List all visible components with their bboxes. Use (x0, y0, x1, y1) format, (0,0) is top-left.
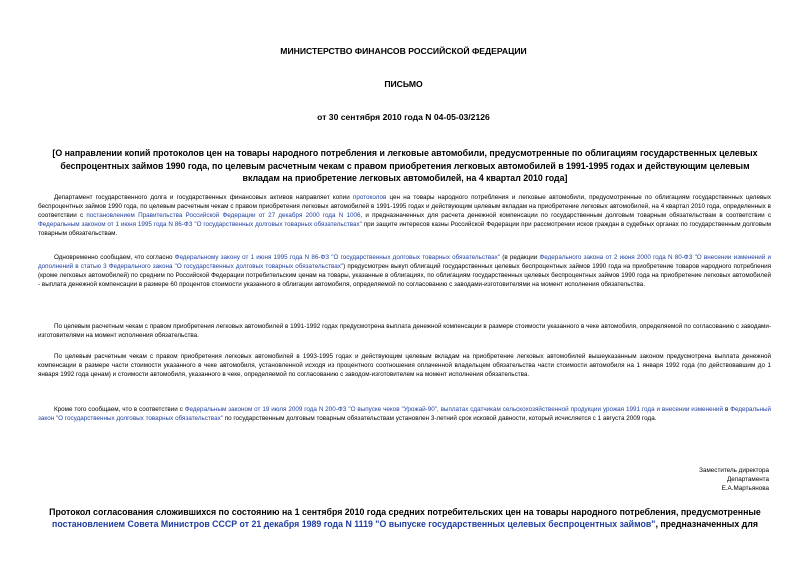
paragraph-5 (38, 405, 771, 423)
protocol-text-2: , предназначенных для (655, 519, 758, 530)
paragraph-1-text-4: при защите интересов казны Российской Федерации при рассмотрении исков граждан в судебных органах по государственным долговым товарным обязательствам. (38, 221, 771, 238)
paragraph-3: По целевым расчетным чекам с правом приобретения легковых автомобилей в 1991-1992 годах предусмотрена выплата денежной компенсации в размере стоимости указанного в чеке автомобиля, определяемой по согласованию с заводами-изготовителями на момент исполнения обязательства. (38, 323, 771, 340)
paragraph-1 (38, 193, 771, 238)
paragraph-5-text-1: Кроме того сообщаем, что в соответствии с (54, 406, 185, 413)
paragraph-2-text-3: ) предусмотрен выкуп облигаций государственных целевых беспроцентных займов 1990 года на приобретение товаров народного потребления (кроме легковых автомобилей) по средним по Российской Федерации потребительским ценам на товары, указанные в облигациях, по облигациям государственных целевых беспроцентных займов 1990 года на приобретение легковых автомобилей - выплата денежной компенсации в размере 60 процентов стоимости указанного в облигации автомобиля, определяемой по согласованию с заводами-изготовителями на момент исполнения обязательства. (38, 263, 772, 289)
signature-name: Е.А.Мартьянова (721, 485, 769, 493)
paragraph-2-text-1: Одновременно сообщаем, что согласно (54, 254, 175, 261)
signature-position: Заместитель директора (699, 467, 769, 474)
paragraph-2 (38, 253, 771, 289)
link-protocols[interactable]: протоколов (352, 194, 387, 201)
document-title: [О направлении копий протоколов цен на товары народного потребления и легковые автомобили, предусмотренные по облигациям государственных целевых беспроцентных займов 1990 года, по целевым расчетным чекам с правом приобретения легковых автомобилей в 1991-1995 годах и действующим целевым вкладам на приобретение легковых автомобилей, на 4 квартал 2010 года] (52, 148, 758, 184)
paragraph-1-text-3: , и предназначенных для расчета денежной компенсации по государственным долговым товарным обязательствам в соответствии с (360, 212, 771, 220)
protocol-text-1: Протокол согласования сложившихся по состоянию на 1 сентября 2010 года средних потребительских цен на товары народного потребления, предусмотренные (49, 507, 761, 517)
paragraph-1-text-2: цен на товары народного потребления и легковые автомобили, предусмотренные по облигациям государственных целевых беспроцентных займов 1990 года, по целевым расчетным чекам с правом приобретения легковых автомобилей в 1991-1995 годах и действующим целевым вкладам на приобретение легковых автомобилей, на 4 квартал 2010 года, определенных в соответствии с (38, 194, 771, 220)
link-federal-law-debt-obligations[interactable]: Федеральный закон "О государственных долговых товарных обязательствах" (38, 406, 772, 423)
signature-block (699, 466, 769, 493)
ministry-heading: МИНИСТЕРСТВО ФИНАНСОВ РОССИЙСКОЙ ФЕДЕРАЦИИ (280, 46, 527, 56)
link-federal-law-200fz[interactable]: Федеральным законом от 19 июля 2009 года N 200-ФЗ "О выпуске чеков "Урожай-90", выплатах сдатчикам сельскохозяйственной продукции урожая 1991 года и внесении изменений (184, 406, 724, 413)
paragraph-5-text-2: в (723, 406, 731, 413)
paragraph-5-text-3: по государственным долговым товарным обязательствам установлен 3-летний срок исковой давности, который исчисляется с 1 августа 2009 года. (222, 415, 657, 423)
signature-department: Департамента (727, 476, 769, 484)
document-type: ПИСЬМО (384, 79, 423, 89)
document-date: от 30 сентября 2010 года N 04-05-03/2126 (317, 112, 490, 122)
link-ussr-decree-1119[interactable]: постановлением Совета Министров СССР от 21 декабря 1989 года N 1119 "О выпуске государственных целевых беспроцентных займов" (52, 519, 656, 530)
link-federal-law-80fz[interactable]: Федерального закона от 2 июня 2000 года N 80-ФЗ "О внесении изменений и дополнений в статью 3 Федерального закона "О государственных долговых товарных обязательствах" (38, 254, 771, 271)
link-federal-law-86fz[interactable]: Федеральным законом от 1 июня 1995 года N 86-ФЗ "О государственных долговых товарных обязательствах" (38, 221, 362, 229)
link-government-decree-1006[interactable]: постановлением Правительства Российской Федерации от 27 декабря 2000 года N 1006 (86, 212, 361, 220)
paragraph-1-text-1: Департамент государственного долга и государственных финансовых активов направляет копии (54, 194, 353, 201)
protocol-heading (44, 506, 766, 531)
paragraph-2-text-2: (в редакции (500, 254, 540, 261)
paragraph-4: По целевым расчетным чекам с правом приобретения легковых автомобилей в 1993-1995 годах и действующим целевым вкладам на приобретение легковых автомобилей вышеуказанным законом предусмотрена выплата денежной компенсации в размере части стоимости указанного в чеке автомобиля, установленной исходя из процентного соотношения оплаченной владельцем обязательства части стоимости автомобиля на 1 января 1992 года (по действовавшим до 1 января 1992 года ценам) и стоимости автомобиля, указанного в чеке, определяемой по согласованию с заводом-изготовителем на момент исполнения обязательства. (38, 353, 771, 379)
link-federal-law-86fz-2[interactable]: Федеральному закону от 1 июня 1995 года N 86-ФЗ "О государственных долговых товарных обязательствах" (174, 254, 501, 261)
